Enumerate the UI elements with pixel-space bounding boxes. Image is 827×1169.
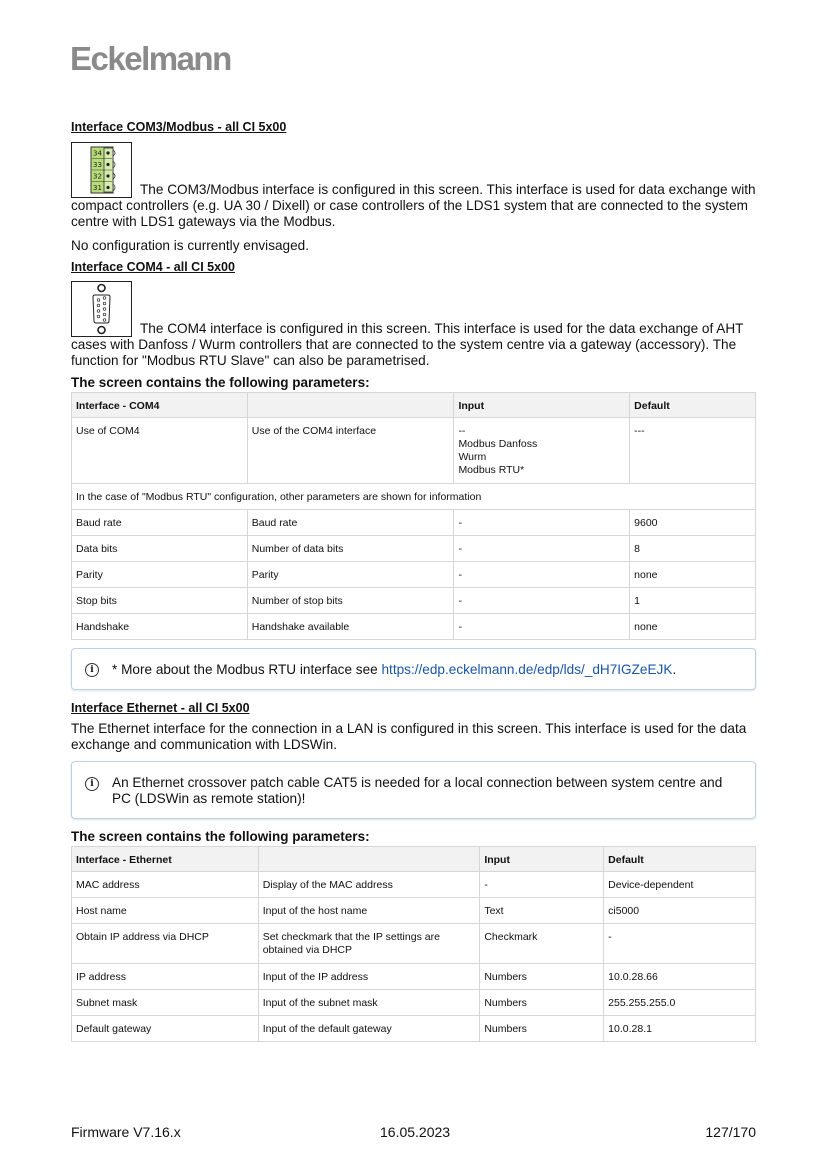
column-header: Input [454,393,630,418]
param-default: none [630,562,756,588]
column-header [247,393,454,418]
param-description: Number of stop bits [247,588,454,614]
param-name: Handshake [72,614,248,640]
column-header: Default [604,847,756,872]
modbus-info-note [71,648,756,690]
param-description: Set checkmark that the IP settings are obtained via DHCP [258,924,480,964]
info-text: * More about the Modbus RTU interface see [112,662,382,677]
param-input: - [480,872,604,898]
param-name: Baud rate [72,510,248,536]
column-header: Input [480,847,604,872]
ethernet-info-note [71,761,756,819]
terminal-label-33: 33 [93,161,102,169]
table-row [72,418,756,484]
param-description: Use of the COM4 interface [247,418,454,484]
terminal-block-icon [71,142,132,198]
ethernet-title: Interface Ethernet - all CI 5x00 [71,701,250,715]
page-content [71,120,756,1042]
param-input: - [454,562,630,588]
param-name: IP address [72,964,259,990]
info-icon: i [85,777,99,791]
footer-date: 16.05.2023 [380,1124,451,1140]
param-input: Checkmark [480,924,604,964]
param-description: Input of the host name [258,898,480,924]
dsub-connector-icon [71,281,132,337]
param-default: 9600 [630,510,756,536]
com3-intro [71,142,756,230]
table-row [72,510,756,536]
param-description: Baud rate [247,510,454,536]
terminal-label-32: 32 [93,172,102,181]
param-default: 1 [630,588,756,614]
input-option: Wurm [458,451,487,463]
param-default: - [604,924,756,964]
param-description: Handshake available [247,614,454,640]
param-input: Numbers [480,964,604,990]
modbus-info-text [112,662,676,678]
ethernet-params-heading: The screen contains the following parameters: [71,829,370,844]
com4-description [71,281,756,369]
input-option: Modbus RTU* [458,464,525,476]
table-row [72,614,756,640]
param-default: 255.255.255.0 [604,990,756,1016]
table-row [72,562,756,588]
param-name: Default gateway [72,1016,259,1042]
com3-description [71,142,756,230]
com3-description-text: The COM3/Modbus interface is configured in this screen. This interface is used for data exchange with compact controllers (e.g. UA 30 / Dixell) or case controllers of the LDS1 system that are connected to the system centre with LDS1 gateways via the Modbus. [71,182,756,229]
info-span-row: In the case of "Modbus RTU" configuration, other parameters are shown for information [72,484,756,510]
param-name: Host name [72,898,259,924]
param-description: Input of the default gateway [258,1016,480,1042]
column-header: Interface - COM4 [72,393,248,418]
company-logo: Eckelmann [70,40,231,77]
table-row [72,872,756,898]
table-row [72,964,756,990]
table-row [72,588,756,614]
param-description: Number of data bits [247,536,454,562]
param-default: 10.0.28.66 [604,964,756,990]
table-row [72,484,756,510]
column-header: Interface - Ethernet [72,847,259,872]
param-input: Numbers [480,1016,604,1042]
param-name: Use of COM4 [72,418,248,484]
param-default: Device-dependent [604,872,756,898]
param-input: - [454,588,630,614]
input-option: -- [458,425,466,437]
modbus-rtu-link[interactable]: https://edp.eckelmann.de/edp/lds/_dH7IGZeEJK [381,662,673,677]
param-name: Stop bits [72,588,248,614]
param-description: Parity [247,562,454,588]
table-row [72,1016,756,1042]
table-row [72,990,756,1016]
param-description: Display of the MAC address [258,872,480,898]
info-icon: i [85,663,99,677]
param-name: MAC address [72,872,259,898]
param-input: Numbers [480,990,604,1016]
terminal-label-31: 31 [93,184,102,192]
table-row [72,536,756,562]
table-row [72,924,756,964]
footer-page-number: 127/170 [705,1124,756,1140]
com3-note: No configuration is currently envisaged. [71,238,310,253]
param-description: Input of the subnet mask [258,990,480,1016]
param-input-options [454,418,630,484]
column-header: Default [630,393,756,418]
info-text-end: . [672,662,677,677]
param-default: 10.0.28.1 [604,1016,756,1042]
param-input: - [454,510,630,536]
table-row [72,898,756,924]
param-name: Data bits [72,536,248,562]
com4-intro [71,281,756,369]
param-input: Text [480,898,604,924]
param-name: Obtain IP address via DHCP [72,924,259,964]
param-name: Subnet mask [72,990,259,1016]
param-default: --- [630,418,756,484]
param-default: 8 [630,536,756,562]
ethernet-description: The Ethernet interface for the connection in a LAN is configured in this screen. This interface is used for the data exchange and communication with LDSWin. [71,721,747,752]
footer-firmware: Firmware V7.16.x [71,1124,181,1140]
param-description: Input of the IP address [258,964,480,990]
param-input: - [454,614,630,640]
column-header [258,847,480,872]
param-default: ci5000 [604,898,756,924]
com4-params-heading: The screen contains the following parameters: [71,375,370,390]
param-input: - [454,536,630,562]
ethernet-info-text: An Ethernet crossover patch cable CAT5 is needed for a local connection between system centre and PC (LDSWin as remote station)! [112,775,723,806]
com3-title: Interface COM3/Modbus - all CI 5x00 [71,120,287,134]
param-default: none [630,614,756,640]
param-name: Parity [72,562,248,588]
table-header-row [72,847,756,872]
input-option: Modbus Danfoss [458,438,538,450]
terminal-label-34: 34 [93,149,102,158]
com4-description-text: The COM4 interface is configured in this screen. This interface is used for the data exchange of AHT cases with Danfoss / Wurm controllers that are connected to the system centre via a gateway (accessory). The function for "Modbus RTU Slave" can also be parametrised. [71,321,744,368]
com4-parameter-table [71,392,756,640]
ethernet-parameter-table [71,846,756,1042]
table-header-row [72,393,756,418]
com4-title: Interface COM4 - all CI 5x00 [71,260,235,274]
